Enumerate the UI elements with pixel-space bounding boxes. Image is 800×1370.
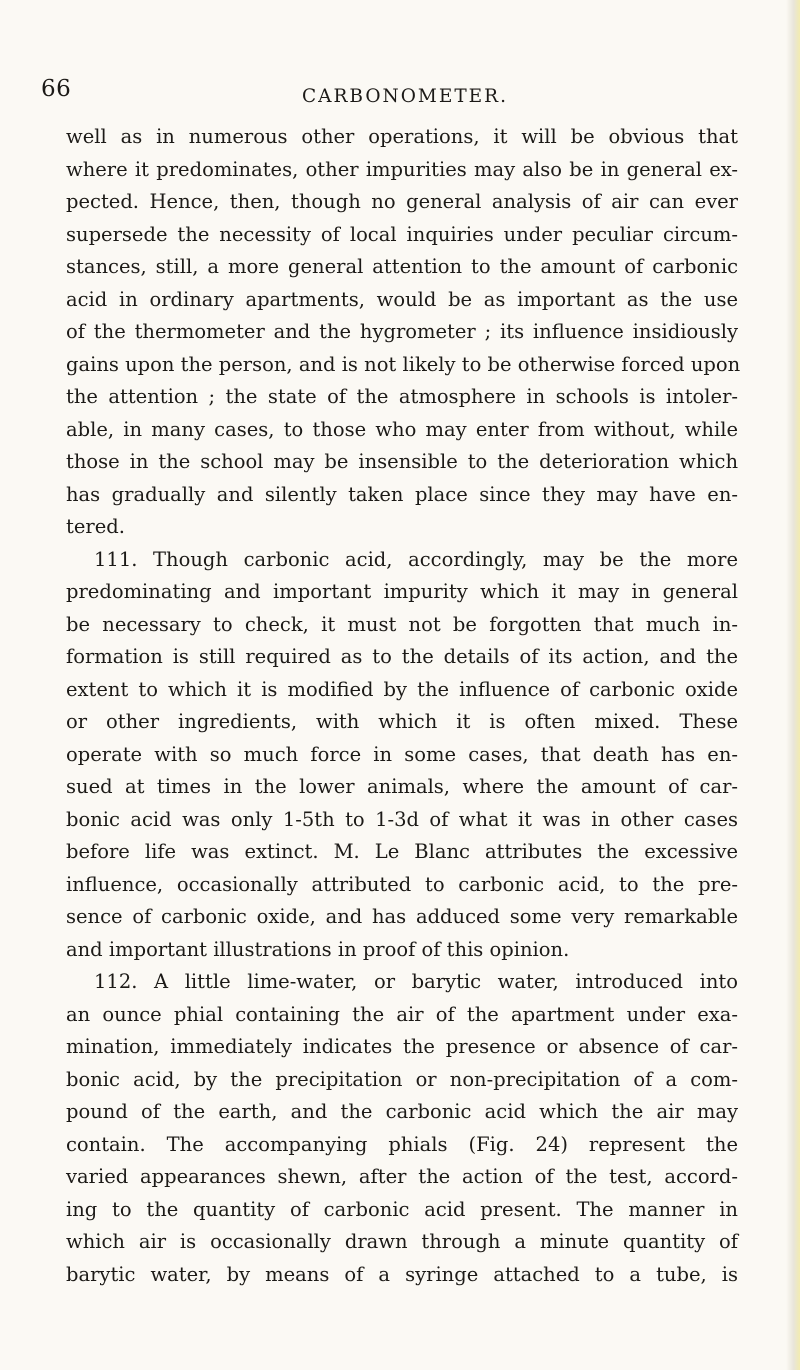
text-line: the attention ; the state of the atmosphere in schools is intoler- — [66, 385, 738, 408]
text-line: operate with so much force in some cases, that death has en- — [66, 742, 738, 766]
text-line: of the thermometer and the hygrometer ; its influence insidiously — [66, 320, 738, 343]
text-line: supersede the necessity of local inquiries under peculiar circum- — [66, 222, 738, 246]
page-number: 66 — [41, 76, 72, 102]
text-line: before life was extinct. M. Le Blanc attributes the excessive — [66, 840, 738, 863]
text-line: be necessary to check, it must not be forgotten that much in- — [66, 612, 738, 636]
text-line: sence of carbonic oxide, and has adduced some very remarkable — [66, 905, 738, 928]
text-line: an ounce phial containing the air of the apartment under exa- — [66, 1002, 738, 1026]
text-line: sued at times in the lower animals, where the amount of car- — [66, 775, 738, 798]
text-line: or other ingredients, with which it is often mixed. These — [66, 710, 738, 733]
text-line: gains upon the person, and is not likely to be otherwise forced upon — [66, 352, 741, 376]
text-line: those in the school may be insensible to the deterioration which — [66, 450, 738, 473]
text-line: acid in ordinary apartments, would be as important as the use — [66, 287, 738, 311]
text-line: well as in numerous other operations, it will be obvious that — [66, 125, 738, 148]
text-line: bonic acid was only 1-5th to 1-3d of what it was in other cases — [66, 807, 738, 831]
text-line: pected. Hence, then, though no general analysis of air can ever — [66, 190, 738, 213]
text-line: stances, still, a more general attention to the amount of carbonic — [66, 255, 738, 278]
text-line: ing to the quantity of carbonic acid present. The manner in — [66, 1197, 738, 1221]
text-line: varied appearances shewn, after the action of the test, accord- — [66, 1165, 738, 1188]
text-line: extent to which it is modified by the influence of carbonic oxide — [66, 677, 738, 701]
text-line: pound of the earth, and the carbonic acid which the air may — [66, 1100, 738, 1123]
text-line: formation is still required as to the details of its action, and the — [66, 645, 738, 668]
text-line: influence, occasionally attributed to carbonic acid, to the pre- — [66, 872, 738, 896]
text-line: contain. The accompanying phials (Fig. 24) represent the — [66, 1132, 738, 1156]
body-text — [66, 121, 741, 1291]
text-line: 111. Though carbonic acid, accordingly, may be the more — [94, 547, 738, 571]
text-line: where it predominates, other impurities may also be in general ex- — [66, 157, 738, 181]
text-line: which air is occasionally drawn through a minute quantity of — [66, 1230, 738, 1253]
text-line: has gradually and silently taken place since they may have en- — [66, 482, 738, 506]
text-line: predominating and important impurity which it may in general — [66, 580, 738, 603]
running-head: CARBONOMETER. — [301, 86, 508, 107]
text-line: barytic water, by means of a syringe attached to a tube, is — [66, 1262, 738, 1286]
text-line: 112. A little lime-water, or barytic water, introduced into — [94, 970, 738, 993]
text-line: and important illustrations in proof of this opinion. — [66, 937, 570, 961]
text-line: able, in many cases, to those who may enter from without, while — [66, 417, 738, 441]
text-line: bonic acid, by the precipitation or non-precipitation of a com- — [66, 1067, 738, 1091]
text-line: mination, immediately indicates the presence or absence of car- — [66, 1035, 738, 1058]
page-edge — [786, 0, 800, 1370]
text-line: tered. — [66, 515, 125, 538]
